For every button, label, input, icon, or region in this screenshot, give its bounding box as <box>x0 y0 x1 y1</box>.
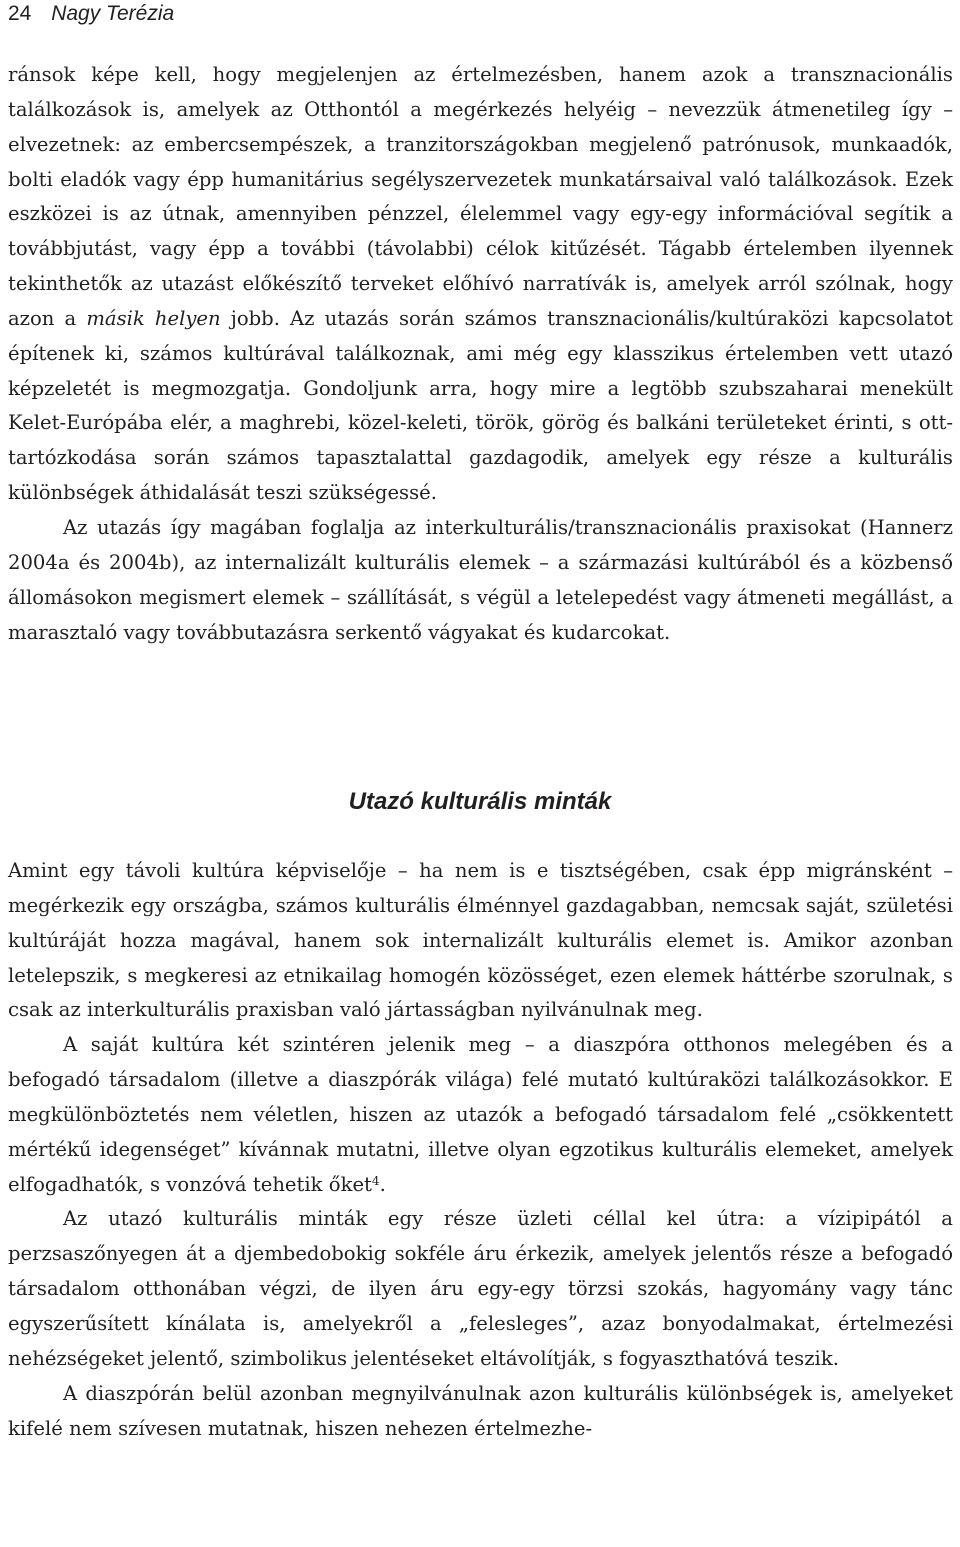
paragraph-3: Amint egy távoli kultúra képviselője – ha nem is e tisztségében, csak épp migránsként – megérkezik egy országba, számos kulturális élménnyel gazdagabban, nemcsak saját, születési kultúráját hozza magával, hanem sok internalizált kulturális elemet is. Amikor azonban letelepszik, s megkeresi az etnikailag homogén közösséget, ezen elemek háttérbe szorulnak, s csak az interkulturális praxisban való jártasságban nyilvánulnak meg. <box>8 859 953 1022</box>
paragraph-1-text-a: ránsok képe kell, hogy megjelenjen az értelmezésben, hanem azok a transznacionális találkozások is, amelyek az Otthontól a megérkezés helyéig – nevezzük átmenetileg így – elvezetnek: az embercsempészek, a tranzitországokban megjelenő patrónusok, munkaadók, bolti eladók vagy épp humanitárius segélyszervezetek munkatársaival való találkozások. Ezek eszközei is az útnak, amennyiben pénzzel, élelemmel vagy egy-egy információval segítik a továbbjutást, vagy épp a további (távolabbi) célok kitűzését. Tágabb értelemben ilyennek tekinthetők az utazást előkészítő terveket előhívó narratívák is, amelyek arról szólnak, hogy azon a <box>8 63 953 330</box>
footnote-ref[interactable]: 4 <box>371 1173 380 1188</box>
section-heading: Utazó kulturális minták <box>348 788 612 815</box>
paragraph-4-text: A saját kultúra két szintéren jelenik meg – a diaszpóra otthonos melegében és a befogadó társadalom (illetve a diaszpórák világa) felé mutató kultúraközi találkozásokkor. E megkülönböztetés nem véletlen, hiszen az utazók a befogadó társadalom felé „csökkentett mértékű idegenséget” kívánnak mutatni, illetve olyan egzotikus kulturális elemeket, amelyek elfogadhatók, s vonzóvá tehetik őket <box>8 1033 953 1196</box>
text-block-2 <box>8 854 953 1446</box>
paragraph-4 <box>8 1028 953 1202</box>
page-number: 24 <box>8 2 32 25</box>
paragraph-1-text-b: jobb. Az utazás során számos transznacionális/kultúraközi kapcsolatot építenek ki, számos kultúrával találkoznak, ami még egy klasszikus értelemben vett utazó képzeletét is megmozgatja. Gondoljunk arra, hogy mire a legtöbb szubszaharai menekült Kelet-Európába elér, a maghrebi, közel-keleti, török, görög és balkáni területeket érinti, s ott-tartózkodása során számos tapasztalattal gazdagodik, amelyek egy része a kulturális különbségek áthidalását teszi szükségessé. <box>8 306 953 505</box>
paragraph-5: Az utazó kulturális minták egy része üzleti céllal kel útra: a vízipipától a perzsaszőnyegen át a djembedobokig sokféle áru érkezik, amelyek jelentős része a befogadó társadalom otthonában végzi, de ilyen áru egy-egy törzsi szokás, hagyomány vagy tánc egyszerűsített kínálata is, amelyekről a „felesleges”, azaz bonyodalmakat, értelmezési nehézségeket jelentő, szimbolikus jelentéseket eltávolítják, s fogyaszthatóvá teszik. <box>8 1207 953 1370</box>
paragraph-1-italic: másik helyen <box>86 306 221 330</box>
author-name: Nagy Terézia <box>51 2 175 25</box>
paragraph-1 <box>8 58 953 511</box>
paragraph-2: Az utazás így magában foglalja az interkulturális/transznacionális praxisokat (Hannerz 2004a és 2004b), az internalizált kulturális elemek – a származási kultúrából és a közbenső állomásokon megismert elemek – szállítását, s végül a letelepedést vagy átmeneti megállást, a marasztaló vagy továbbutazásra serkentő vágyakat és kudarcokat. <box>8 515 953 644</box>
paragraph-6: A diaszpórán belül azonban megnyilvánulnak azon kulturális különbségek is, amelyeket kifelé nem szívesen mutatnak, hiszen nehezen értelmezhe- <box>8 1381 953 1440</box>
running-header <box>8 2 174 30</box>
paragraph-4-tail: . <box>379 1172 386 1196</box>
text-block-1 <box>8 58 953 650</box>
